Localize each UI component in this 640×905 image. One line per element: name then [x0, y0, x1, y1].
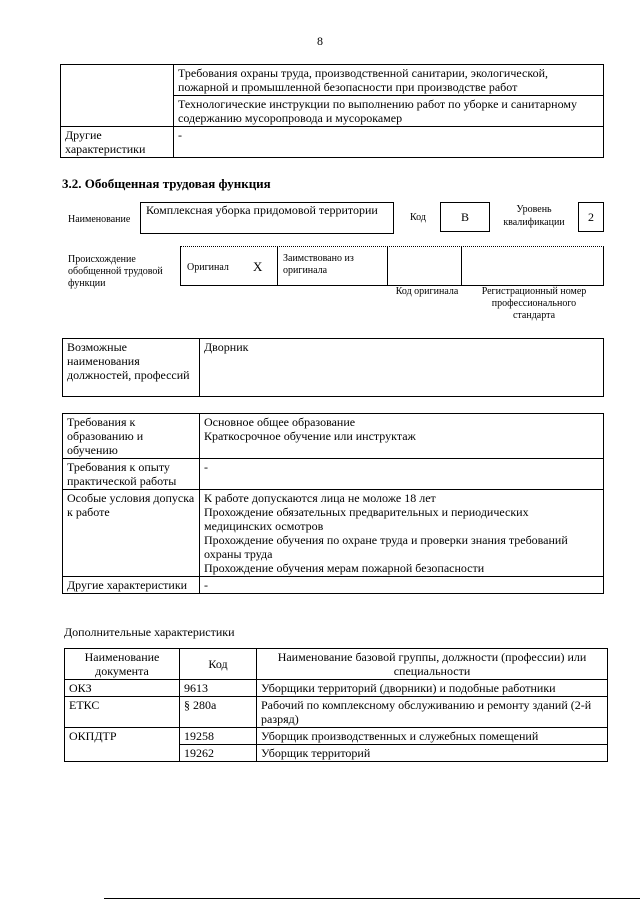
top-table-other-label: Другие характеристики — [61, 127, 174, 158]
section-title: 3.2. Обобщенная трудовая функция — [62, 176, 271, 191]
req-line: - — [200, 459, 604, 490]
req-line: - — [200, 577, 604, 594]
table-cell: 19262 — [180, 745, 257, 762]
func-name-label: Наименование — [68, 214, 131, 225]
table-cell: ОКЗ — [65, 680, 180, 697]
origin-label: Происхождение обобщенной трудовой функции — [68, 254, 163, 289]
origin-borrowed-label: Заимствовано из оригинала — [283, 253, 354, 276]
positions-label: Возможные наименования должностей, профессий — [63, 339, 200, 397]
req-label: Требования к опыту практической работы — [63, 459, 200, 490]
table-cell: 9613 — [180, 680, 257, 697]
req-line: Основное общее образование — [204, 415, 356, 429]
positions-table — [62, 338, 604, 397]
page-edge — [104, 898, 640, 899]
origin-original-mark: X — [253, 259, 263, 274]
positions-value: Дворник — [200, 339, 604, 397]
additional-table — [64, 648, 608, 762]
additional-header: Наименование документа — [65, 649, 180, 680]
func-code-label: Код — [410, 212, 426, 223]
table-cell: Уборщик производственных и служебных помещений — [257, 728, 608, 745]
top-table-row-1: Требования охраны труда, производственной санитарии, экологической, пожарной и промышленной безопасности при производстве работ — [174, 65, 604, 96]
table-row — [65, 697, 608, 728]
additional-header: Наименование базовой группы, должности (профессии) или специальности — [257, 649, 608, 680]
func-level-label: Уровень квалификации — [503, 204, 565, 228]
table-cell: Уборщики территорий (дворники) и подобные работники — [257, 680, 608, 697]
table-cell: ОКПДТР — [65, 728, 180, 762]
top-table-other-value: - — [174, 127, 604, 158]
table-cell: Рабочий по комплексному обслуживанию и ремонту зданий (2-й разряд) — [257, 697, 608, 728]
table-cell: § 280а — [180, 697, 257, 728]
additional-title: Дополнительные характеристики — [64, 625, 235, 639]
origin-reg-caption: Регистрационный номер профессионального стандарта — [481, 286, 587, 321]
req-line: Прохождение обучения по охране труда и проверки знания требований охраны труда — [204, 533, 568, 561]
req-line: Прохождение обязательных предварительных и периодических медицинских осмотров — [204, 505, 529, 533]
table-row — [65, 728, 608, 745]
req-line: Краткосрочное обучение или инструктаж — [204, 429, 416, 443]
page-number: 8 — [317, 34, 323, 48]
origin-code-caption: Код оригинала — [395, 286, 459, 297]
req-label: Другие характеристики — [63, 577, 200, 594]
top-table-row-2: Технологические инструкции по выполнению работ по уборке и санитарному содержанию мусоропровода и мусорокамер — [174, 96, 604, 127]
func-code-value: B — [440, 202, 490, 232]
additional-header: Код — [180, 649, 257, 680]
table-cell: Уборщик территорий — [257, 745, 608, 762]
origin-box — [180, 246, 604, 286]
table-cell: 19258 — [180, 728, 257, 745]
req-line: Прохождение обучения мерам пожарной безопасности — [204, 561, 485, 575]
req-label: Требования к образованию и обучению — [63, 414, 200, 459]
func-name-value: Комплексная уборка придомовой территории — [140, 202, 394, 234]
req-line: К работе допускаются лица не моложе 18 лет — [204, 491, 436, 505]
table-row — [65, 680, 608, 697]
func-level-value: 2 — [578, 202, 604, 232]
req-label: Особые условия допуска к работе — [63, 490, 200, 577]
top-table — [60, 64, 604, 158]
requirements-table — [62, 413, 604, 594]
origin-original-label: Оригинал — [187, 262, 229, 273]
table-cell: ЕТКС — [65, 697, 180, 728]
